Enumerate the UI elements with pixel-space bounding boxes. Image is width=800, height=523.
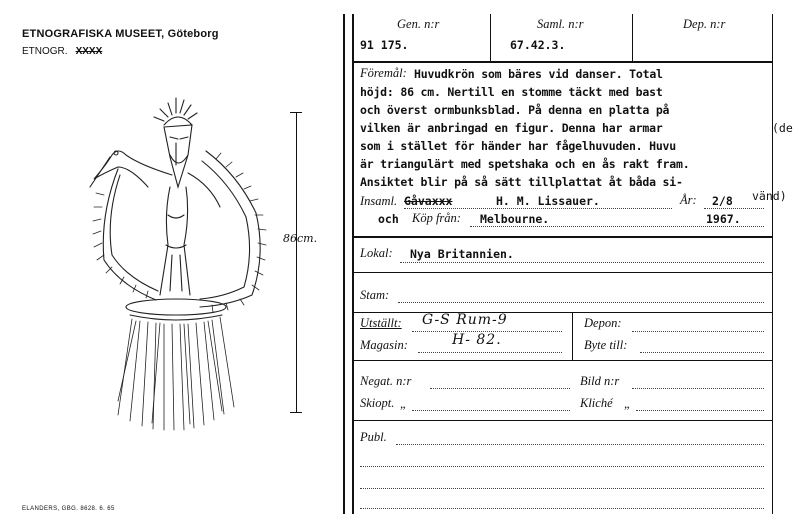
byte-dotted-line	[640, 352, 764, 353]
department-line	[22, 46, 102, 57]
stam-label: Stam:	[360, 288, 390, 302]
kop-dotted-line	[470, 226, 764, 227]
card-left-border	[343, 14, 345, 514]
saml-nr-label: Saml. n:r	[537, 17, 584, 31]
bild-label: Bild n:r	[580, 374, 620, 388]
crest-sketch	[154, 98, 197, 125]
headdress-drawing	[60, 95, 280, 490]
foremal-line-6: är triangulärt med spetshaka och en ås rakt fram.	[360, 157, 690, 171]
insaml-struck: Gåvaxxx	[404, 194, 453, 208]
foremal-line-1: Huvudkrön som bäres vid danser. Total	[414, 67, 663, 81]
cliche-label: Kliché	[580, 396, 613, 410]
foremal-line-2: höjd: 86 cm. Nertill en stomme täckt med bast	[360, 85, 663, 99]
skiopt-label: Skiopt.	[360, 396, 395, 410]
magasin-value: H- 82.	[452, 332, 502, 348]
storage-divider	[572, 312, 573, 360]
height-label: 86cm.	[283, 232, 318, 245]
negat-dotted-line	[430, 388, 570, 389]
byte-label: Byte till:	[584, 338, 628, 352]
dep-nr-label: Dep. n:r	[683, 17, 726, 31]
cliche-value: „	[624, 397, 631, 411]
och-label: och	[378, 212, 399, 226]
ar-label: År:	[680, 193, 697, 207]
section-divider-5	[352, 420, 773, 421]
publ-dotted-line-4	[360, 508, 764, 509]
cliche-dotted-line	[636, 410, 764, 411]
publ-dotted-line-2	[360, 466, 764, 467]
utstallt-value: G-S Rum-9	[422, 312, 508, 328]
section-divider-3	[352, 312, 773, 313]
skiopt-dotted-line	[412, 410, 570, 411]
section-divider-1	[352, 236, 773, 238]
gen-nr-label: Gen. n:r	[397, 17, 440, 31]
saml-nr-value: 67.42.3.	[510, 38, 566, 52]
card-left-border-inner	[352, 14, 354, 514]
foremal-line-4: vilken är anbringad en figur. Denna har armar	[360, 121, 663, 135]
height-measure-top-tick	[290, 112, 302, 113]
skiopt-value: „	[400, 397, 407, 411]
header-divider-1	[490, 14, 491, 62]
card-right-border	[772, 14, 773, 514]
lokal-label: Lokal:	[360, 246, 393, 260]
publ-label: Publ.	[360, 430, 387, 444]
negat-label: Negat. n:r	[360, 374, 412, 388]
foremal-line-5: som i stället för händer har fågelhuvuden. Huvu	[360, 139, 677, 153]
margin-note-2: vänd)	[752, 189, 787, 203]
ar-dotted-line	[704, 208, 764, 209]
publ-dotted-line-1	[396, 444, 764, 445]
bild-dotted-line	[632, 388, 764, 389]
magasin-dotted-line	[418, 352, 562, 353]
depon-dotted-line	[632, 331, 764, 332]
insaml-label: Insaml.	[360, 194, 398, 208]
kop-value: Melbourne.	[480, 212, 550, 226]
department-struck: XXXX	[75, 46, 103, 57]
lokal-dotted-line	[400, 262, 764, 263]
section-divider-2	[352, 272, 773, 273]
height-measure-line	[296, 112, 297, 412]
museum-title: ETNOGRAFISKA MUSEET, Göteborg	[22, 28, 219, 40]
publ-dotted-line-3	[360, 488, 764, 489]
section-divider-4	[352, 360, 773, 361]
insaml-dotted-line	[404, 208, 672, 209]
header-row-bottom	[352, 61, 773, 63]
ar-value: 2/8	[712, 194, 733, 208]
stam-dotted-line	[398, 302, 764, 303]
printer-imprint: ELANDERS, GBG. 8628. 6. 65	[22, 506, 115, 512]
header-divider-2	[632, 14, 633, 62]
depon-label: Depon:	[584, 316, 622, 330]
gen-nr-value: 91 175.	[360, 38, 409, 52]
foremal-line-3: och överst ormbunksblad. På denna en platta på	[360, 103, 670, 117]
insaml-value: H. M. Lissauer.	[496, 194, 600, 208]
lokal-value: Nya Britannien.	[410, 247, 514, 261]
margin-note-1: (de	[772, 121, 793, 135]
department-label: ETNOGR.	[22, 46, 68, 57]
foremal-line-7: Ansiktet blir på så sätt tillplattat åt båda si-	[360, 175, 683, 189]
height-measure-bottom-tick	[290, 412, 302, 413]
kop-label: Köp från:	[412, 211, 461, 225]
kop-year: 1967.	[706, 212, 741, 226]
magasin-label: Magasin:	[360, 338, 408, 352]
foremal-label: Föremål:	[360, 66, 407, 80]
utstallt-label: Utställt:	[360, 316, 402, 330]
